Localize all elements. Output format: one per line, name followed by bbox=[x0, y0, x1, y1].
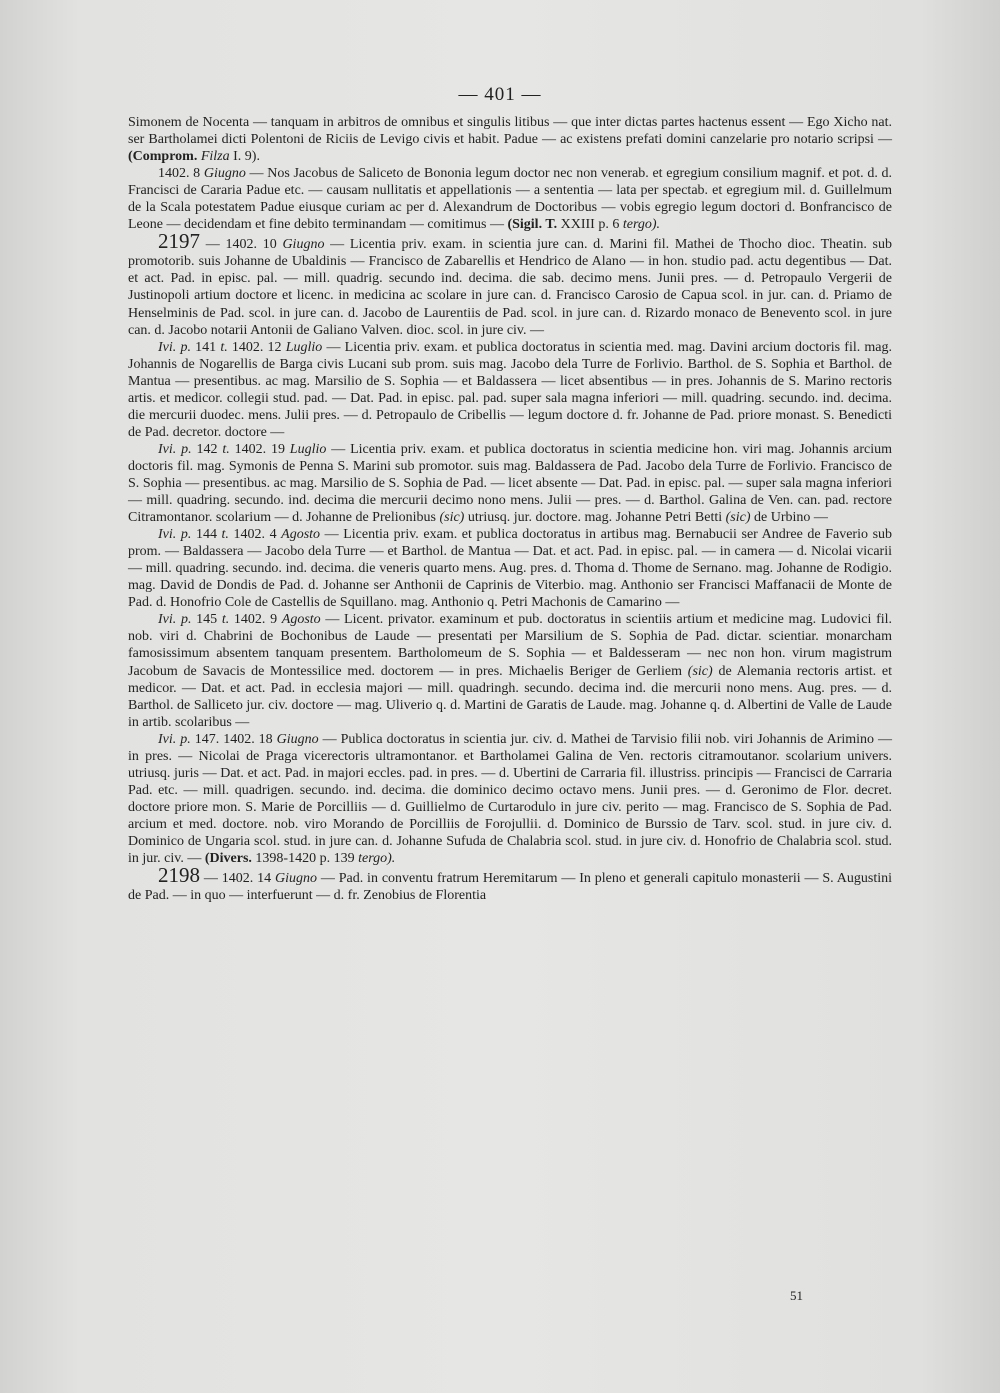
text-run: t. bbox=[221, 527, 229, 543]
text-run: — Licentia priv. exam. et publica doctoratus in scientia med. mag. Davini arcium doctoris fil. mag. Johannis de Nogarellis de Barga civis Lucani sub prom. suis mag. Jacobo dela Turre de Forlivio. Barthol. de S. Sophia et Barthol. de Mantua — presentibus. ac mag. Marsilio de S. Sophia — et Baldassera — licet absentibus — in pres. Johannis de S. Marino rectoris artis. et medicor. collegii stud. pad. — Dat. Pad. in episc. pal. pad. super sala magna inferiori — mill. quadring. secundo. ind. decima. die mercurii duodec. mens. Julii pres. — d. Petropaulo de Cribellis — legum doctore d. fr. Johanne de Pad. priore monast. S. Benedicti de Pad. decretor. doctore — bbox=[128, 339, 893, 440]
text-run: Luglio bbox=[285, 339, 323, 355]
text-run: Giugno bbox=[203, 166, 246, 182]
text-run: (sic) bbox=[439, 510, 465, 526]
text-run: — 1402. 10 bbox=[200, 237, 283, 253]
text-run: 141 bbox=[190, 339, 221, 355]
text-run: de Alemania rectoris artist. et medicor. — Dat. et act. Pad. in ecclesia majori — mill. quadringh. secundo. decima ind. die mercurii nono mens. Aug. pres. — d. Barthol. de Salliceto jur. civ. doctore — mag. Uliverio q. d. Martini de Garatis de Laude. mag. Johanne q. d. Albertini de Valle de Laude in artib. scolaribus — bbox=[128, 663, 892, 730]
text-run: t. bbox=[222, 441, 230, 457]
paragraph bbox=[128, 526, 892, 611]
text-run: (Comprom. bbox=[128, 149, 198, 165]
entry-number: 2198 bbox=[158, 863, 200, 888]
text-run: 1402. 8 bbox=[158, 166, 204, 182]
text-run: (Sigil. T. bbox=[507, 217, 558, 233]
text-run: Simonem de Nocenta — tanquam in arbitros de omnibus et singulis litibus — que inter dictas partes hactenus essent — Ego Xicho nat. ser Bartholamei dicti Polentoni de Riciis de Levigo civis et habit. Padue — ac existens prefati domini canzelarie pro notario scripsi — bbox=[128, 115, 892, 148]
text-run: (sic) bbox=[725, 510, 751, 526]
paragraph bbox=[128, 114, 892, 165]
text-run: XXIII p. 6 bbox=[557, 217, 623, 233]
text-run: Agosto bbox=[281, 612, 321, 628]
text-run: Filza bbox=[200, 149, 230, 165]
text-run: — Pad. in conventu fratrum Heremitarum — In pleno et generali capitulo monasterii — S. Augustini de Pad. — in quo — interfuerunt — d. fr. Zenobius de Florentia bbox=[128, 871, 893, 904]
text-run: — Licentia priv. exam. et publica doctoratus in scientia medicine hon. viri mag. Johannis arcium doctoris fil. mag. Symonis de Penna S. Marini sub promotor. suis mag. Baldassera de Pad. Jacobo dela Turre de Forlivio. Francisco de S. Sophia — presentibus. ac mag. Marsilio de S. Sophia de Pad. — licet absente — Dat. Pad. in episc. pal. — super sala magna inferiori — mill. quadring. secundo. ind. decima die mercurii decimo nono mens. Julii — pres. — d. Barthol. Galina de Ven. can. pad. rectore Citramontanor. scolarium — d. Johanne de Prelionibus bbox=[128, 441, 893, 526]
text-run: Ivi. p. bbox=[158, 441, 192, 457]
text-run: — Licent. privator. examinum et pub. doctoratus in scientiis artium et medicine mag. Ludovici fil. nob. viri d. Chabrini de Bochonibus de Laude — presentati per Marsilium de S. Sophia de Pad. dictar. scientiar. monarcham famosissimum absentem tanquam presentem. Bartholomeum de S. Sophia — et Baldesseram — nec non hon. virum magistrum Jacobum de Savacis de Montessilice med. doctorem — in pres. Michaelis Beriger de Gerliem bbox=[128, 612, 893, 679]
page-number: — 401 — bbox=[458, 84, 542, 105]
text-run: 1402. 12 bbox=[227, 339, 286, 355]
text-run: de Urbino — bbox=[750, 510, 828, 526]
text-run: (Divers. bbox=[204, 851, 252, 867]
text-run: 1402. 4 bbox=[228, 527, 282, 543]
body-text bbox=[128, 114, 892, 904]
signature-mark: 51 bbox=[790, 1288, 803, 1303]
text-run: Giugno bbox=[276, 731, 319, 747]
text-run: tergo). bbox=[622, 217, 661, 233]
text-run: Ivi. p. bbox=[158, 527, 192, 543]
text-run: 1402. 9 bbox=[229, 612, 282, 628]
entry-number: 2197 bbox=[158, 229, 200, 254]
text-run: 145 bbox=[191, 612, 222, 628]
text-run: — Nos Jacobus de Saliceto de Bononia legum doctor nec non venerab. et egregium consilium magnif. et pot. d. d. Francisci de Cararia Padue etc. — causam nullitatis et appellationis — a sententia — lata per spectab. et egregium mil. d. Guillelmum de la Scala potestatem Padue eiusque curiam ac per d. Alexandrum de Doctoribus — vobis egregio legum doctori d. Bonfrancisco de Leone — decidendam et fine debito terminandam — comitimus — bbox=[128, 166, 893, 233]
text-run: t. bbox=[221, 612, 230, 628]
text-run: Agosto bbox=[281, 527, 321, 543]
paragraph bbox=[128, 611, 892, 730]
text-run: (sic) bbox=[687, 663, 713, 679]
text-run: utriusq. jur. doctore. mag. Johanne Petri Betti bbox=[464, 510, 726, 526]
document-entry bbox=[128, 863, 893, 904]
document-entry bbox=[128, 229, 893, 338]
text-run: Ivi. p. bbox=[158, 612, 192, 628]
text-run: Ivi. p. bbox=[158, 339, 191, 355]
paragraph bbox=[128, 731, 892, 867]
text-run: Giugno bbox=[274, 871, 317, 887]
text-run: — 1402. 14 bbox=[200, 871, 275, 887]
paragraph bbox=[128, 165, 892, 233]
paragraph bbox=[128, 339, 892, 441]
text-run: 147. 1402. 18 bbox=[190, 731, 277, 747]
paragraph bbox=[128, 441, 892, 526]
text-run: Ivi. p. bbox=[158, 731, 191, 747]
text-run: tergo). bbox=[358, 851, 396, 867]
text-run: — Licentia priv. exam. et publica doctoratus in artibus mag. Bernabucii ser Andree de Faverio sub prom. — Baldassera — Jacobo dela Turre — et Barthol. de Mantua — Dat. et act. Pad. in episc. pal. — in camera — d. Nicolai vicarii — mill. quadring. secundo. ind. decima. die veneris quarto mens. Aug. pres. d. Thoma d. Thome de Sernano. mag. Johanne de Rodigio. mag. David de Dondis de Pad. d. Johanne ser Anthonii de Caprinis de Viterbio. mag. Anthonio ser Francisci Maffanacii de Monte de Pad. d. Honofrio Cole de Castellis de Squillano. mag. Anthonio q. Petri Machonis de Camarino — bbox=[128, 527, 893, 611]
text-run: t. bbox=[220, 339, 228, 355]
text-run: 144 bbox=[191, 527, 222, 543]
text-run: — Publica doctoratus in scientia jur. civ. d. Mathei de Tarvisio filii nob. viri Johannis de Arimino — in pres. — Nicolai de Praga vicerectoris ultramontanor. et Bartholamei Galina de Ven. rectoris citramoutanor. scolarium univers. utriusq. juris — Dat. et act. Pad. in majori eccles. pad. in pres. — d. Ubertini de Carraria fil. illustriss. principis — Francisci de Carraria Pad. etc. — mill. quadrigen. secundo. ind. decima. die dominico decimo octavo mens. Junii pres. — d. Geronimo de Flor. decret. doctore priore mon. S. Marie de Porcilliis — d. Guillielmo de Curtarodulo in jure civ. perito — mag. Francisco de S. Sophia de Pad. arcium et med. doctore. nob. viro Morando de Porcilliis de Forojullii. d. Dominico de Burssio de Tarv. scol. stud. in jure civ. d. Dominico de Ungaria scol. stud. in jure can. d. Johanne Sufuda de Chalabria scol. stud. in jure civ. d. Honofrio de Chalabria scol. stud. in jur. civ. — bbox=[128, 731, 892, 867]
text-run: Giugno bbox=[282, 237, 325, 253]
text-run: I. 9). bbox=[229, 149, 260, 165]
text-run: — Licentia priv. exam. in scientia jure can. d. Marini fil. Mathei de Thocho dioc. Theatin. sub promotorib. suis Johanne de Ubaldinis — Francisco de Zabarellis et Hendrico de Alano — in hon. studio pad. actu degentibus — Dat. et act. Pad. in episc. pal. — mill. quadrig. secundo ind. decima. die sab. decimo mens. Junii pres. — d. Petropaulo Vergerii de Justinopoli artium doctore et licenc. in medicina ac scolare in jure can. d. Francisco Carosio de Capua scol. in jur. can. d. Priamo de Henselminis de Pad. scol. in jure can. d. Jacobo de Laurentiis de Pad. scol. in jure can. d. Rizardo monaco de Benevento scol. in jure can. d. Jacobo notarii Antonii de Galiano Valven. dioc. scol. in jure civ. — bbox=[128, 237, 893, 338]
text-run: Luglio bbox=[289, 441, 327, 457]
text-run: 1402. 19 bbox=[229, 441, 290, 457]
text-run: 142 bbox=[191, 441, 223, 457]
text-run: 1398-1420 p. 139 bbox=[251, 851, 359, 867]
